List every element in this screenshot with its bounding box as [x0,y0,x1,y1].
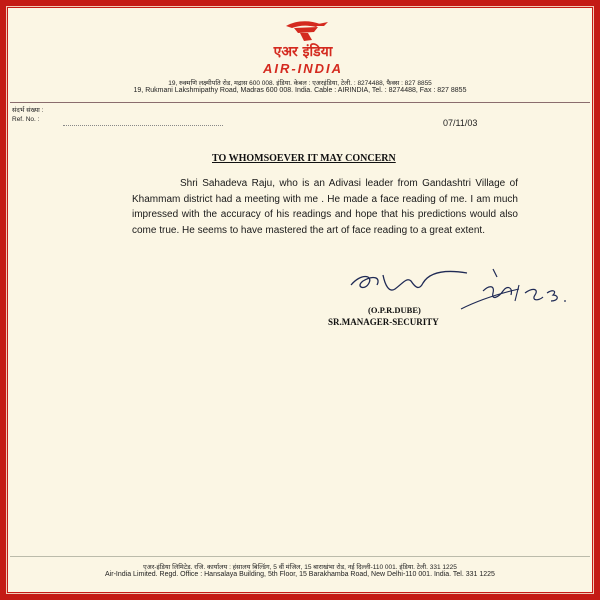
letter-body: Shri Sahadeva Raju, who is an Adivasi leader from Gandashtri Village of Khammam district had a meeting with me . He made a face reading of me. I am much impressed with the accuracy of his readings and hope that his predictions would also come true. He seems to have mastered the art of face reading to a great extent. [132,178,518,236]
letter-date: 07/11/03 [443,118,478,128]
footer-english: Air-India Limited. Regd. Office : Hansalaya Building, 5th Floor, 15 Barakhamba Road, New Delhi-110 001. India. Tel. 331 1225 [105,571,495,578]
letter-title: TO WHOMSOEVER IT MAY CONCERN [212,153,396,164]
address-english: 19, Rukmani Lakshmipathy Road, Madras 600 008. India. Cable : AIRINDIA, Tel. : 8274488, Fax : 827 8855 [133,87,467,94]
signatory-name: (O.P.R.DUBE) [368,305,421,315]
footer-divider [10,556,590,557]
centaur-emblem-icon [286,21,328,41]
signatory-designation: SR.MANAGER-SECURITY [328,317,439,327]
air-india-logo [208,18,398,78]
header-divider [10,102,590,103]
brand-english: AIR-INDIA [262,61,344,76]
address-hindi: 19, रुक्मणि लक्ष्मीपति रोड, मद्रास 600 008. इंडिया. केबल : एअरइंडिया, टेली. : 8274488, फैक्स : 827 8855 [168,80,432,87]
footer-hindi: एअर-इंडिया लिमिटेड. रजि. कार्यालय : हंसालय बिल्डिंग, 5 वीं मंजिल, 15 बाराखंभा रोड, नई दिल्ली-110 001. इंडिया. टेली. 331 1225 [143,564,457,571]
ref-label-hindi: संदर्भ संख्या : [12,107,44,114]
letter-page [8,8,592,592]
ref-label: Ref. No. : [12,116,40,123]
brand-hindi: एअर इंडिया [273,44,333,60]
ref-dotted-line [63,125,223,126]
